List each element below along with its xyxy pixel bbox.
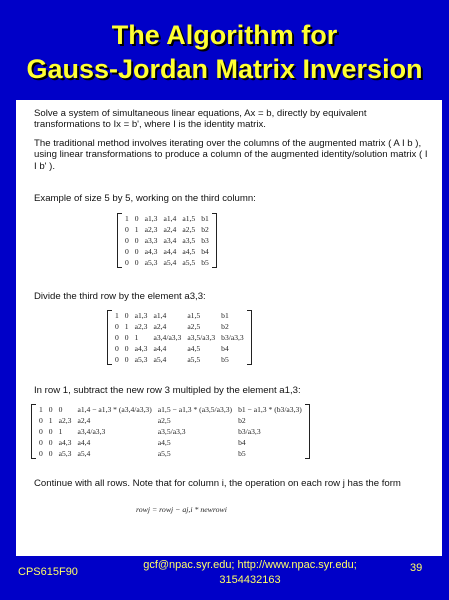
matrix-cell: a5,3 [144, 258, 158, 267]
matrix-cell: 0 [125, 258, 129, 267]
matrix-original [122, 213, 212, 268]
matrix-cell: a1,5 − a1,3 * (a3,5/a3,3) [157, 405, 233, 414]
matrix-cell: b4 [238, 438, 246, 447]
matrix-cell: a2,3 [58, 416, 72, 425]
matrix-cell: b3/a3,3 [238, 427, 261, 436]
matrix-cell: a4,5 [182, 247, 196, 256]
matrix-cell: a2,4 [153, 322, 167, 331]
matrix-cell: b3 [201, 236, 209, 245]
matrix-cell: b5 [201, 258, 209, 267]
matrix-cell: a4,5 [187, 344, 201, 353]
matrix-cell: b2 [221, 322, 229, 331]
matrix-cell: 1 [39, 405, 43, 414]
matrix-cell: 1 [115, 311, 119, 320]
slide-title-line2: Gauss-Jordan Matrix Inversion [26, 54, 423, 84]
matrix-cell: 0 [125, 247, 129, 256]
matrix-cell: a3,4/a3,3 [77, 427, 106, 436]
matrix-cell: a4,4 [153, 344, 167, 353]
matrix-row [122, 257, 212, 268]
matrix-cell: 0 [39, 416, 43, 425]
contact-line1: gcf@npac.syr.edu; http://www.npac.syr.edu; [143, 559, 357, 571]
matrix-cell: 0 [125, 225, 129, 234]
matrix-cell: 0 [125, 236, 129, 245]
matrix-cell: b2 [238, 416, 246, 425]
matrix-cell: a2,3 [144, 225, 158, 234]
matrix-cell: a3,5/a3,3 [157, 427, 186, 436]
matrix-cell: 0 [115, 344, 119, 353]
matrix-row [122, 235, 212, 246]
matrix-cell: a2,3 [134, 322, 148, 331]
slide-title-line1: The Algorithm for [111, 20, 338, 50]
matrix-cell: a1,4 − a1,3 * (a3,4/a3,3) [77, 405, 152, 414]
matrix-row [112, 310, 247, 321]
matrix-cell: a4,5 [157, 438, 171, 447]
matrix-cell: 0 [58, 405, 63, 414]
matrix-cell: a1,3 [144, 214, 158, 223]
matrix-cell: 0 [115, 322, 119, 331]
matrix-cell: a1,4 [153, 311, 167, 320]
matrix-cell: 0 [134, 214, 139, 223]
left-bracket [31, 404, 36, 459]
matrix-cell: b5 [221, 355, 229, 364]
matrix-row [122, 224, 212, 235]
matrix-cell: a2,4 [163, 225, 177, 234]
matrix-row [36, 437, 305, 448]
matrix-cell: 0 [124, 344, 129, 353]
page-number: 39 [410, 562, 423, 574]
matrix-cell: 0 [39, 449, 43, 458]
matrix-cell: a5,5 [187, 355, 201, 364]
matrix-cell: 0 [115, 333, 119, 342]
matrix-cell: a4,3 [134, 344, 148, 353]
matrix-cell: a5,4 [163, 258, 177, 267]
matrix-cell: b4 [221, 344, 229, 353]
matrix-cell: a3,5/a3,3 [187, 333, 216, 342]
matrix-cell: 1 [134, 225, 139, 234]
content-panel [16, 100, 442, 556]
matrix-cell: b3/a3,3 [221, 333, 244, 342]
matrix-divided-table [112, 310, 247, 365]
right-bracket [212, 213, 217, 268]
matrix-row [112, 321, 247, 332]
matrix-row [122, 246, 212, 257]
right-bracket [247, 310, 252, 365]
row-operation-formula: rowj = rowj − aj,i * newrowi [136, 505, 227, 514]
continue-paragraph: Continue with all rows. Note that for column i, the operation on each row j has the form [34, 478, 401, 489]
matrix-row [112, 354, 247, 365]
course-code: CPS615F90 [18, 566, 78, 578]
slide-title [0, 18, 449, 86]
matrix-cell: 0 [48, 405, 53, 414]
right-bracket [305, 404, 310, 459]
example-paragraph: Example of size 5 by 5, working on the third column: [34, 193, 256, 204]
matrix-cell: 0 [48, 438, 53, 447]
matrix-cell: a2,5 [182, 225, 196, 234]
matrix-cell: b4 [201, 247, 209, 256]
matrix-cell: 0 [48, 449, 53, 458]
matrix-cell: a5,3 [58, 449, 72, 458]
intro-paragraph: Solve a system of simultaneous linear equations, Ax = b, directly by equivalent transformations to Ix = b', where I is the identity matrix. [34, 108, 367, 131]
divide-paragraph: Divide the third row by the element a3,3: [34, 291, 206, 302]
matrix-row [36, 426, 305, 437]
matrix-cell: a5,4 [153, 355, 167, 364]
matrix-cell: b1 [201, 214, 209, 223]
matrix-cell: 0 [134, 236, 139, 245]
matrix-cell: 1 [48, 416, 53, 425]
traditional-method-paragraph: The traditional method involves iterating over the columns of the augmented matrix ( A I b ), using linear transformations to produce a column of the augmented identity/solution matrix ( I I b' ). [34, 138, 428, 172]
matrix-row [36, 415, 305, 426]
matrix-cell: a3,5 [182, 236, 196, 245]
matrix-row [36, 404, 305, 415]
matrix-subtracted [36, 404, 305, 459]
matrix-cell: a1,5 [182, 214, 196, 223]
matrix-cell: 0 [115, 355, 119, 364]
matrix-cell: 0 [134, 258, 139, 267]
matrix-cell: a3,4 [163, 236, 177, 245]
matrix-row [36, 448, 305, 459]
matrix-cell: a5,5 [182, 258, 196, 267]
matrix-cell: 1 [125, 214, 129, 223]
matrix-original-table [122, 213, 212, 268]
matrix-cell: 0 [124, 355, 129, 364]
matrix-cell: a1,3 [134, 311, 148, 320]
matrix-row [112, 343, 247, 354]
matrix-cell: b5 [238, 449, 246, 458]
matrix-cell: 1 [58, 427, 63, 436]
matrix-cell: a4,3 [58, 438, 72, 447]
contact-line2: 3154432163 [219, 574, 281, 586]
matrix-cell: a4,4 [77, 438, 91, 447]
matrix-cell: a5,3 [134, 355, 148, 364]
matrix-cell: 0 [48, 427, 53, 436]
matrix-subtracted-table [36, 404, 305, 459]
left-bracket [107, 310, 112, 365]
matrix-cell: a5,4 [77, 449, 91, 458]
matrix-cell: a3,4/a3,3 [153, 333, 182, 342]
contact-info [100, 558, 400, 588]
matrix-cell: a4,3 [144, 247, 158, 256]
matrix-cell: b1 − a1,3 * (b3/a3,3) [238, 405, 302, 414]
matrix-cell: 1 [124, 322, 129, 331]
matrix-cell: 0 [134, 247, 139, 256]
matrix-cell: a4,4 [163, 247, 177, 256]
matrix-cell: 0 [124, 311, 129, 320]
matrix-cell: a3,3 [144, 236, 158, 245]
matrix-cell: b2 [201, 225, 209, 234]
matrix-cell: a2,4 [77, 416, 91, 425]
matrix-cell: 0 [39, 427, 43, 436]
subtract-paragraph: In row 1, subtract the new row 3 multipled by the element a1,3: [34, 385, 301, 396]
matrix-cell: a1,5 [187, 311, 201, 320]
matrix-row [122, 213, 212, 224]
matrix-cell: a2,5 [157, 416, 171, 425]
matrix-cell: 1 [134, 333, 139, 342]
matrix-cell: b1 [221, 311, 229, 320]
matrix-row [112, 332, 247, 343]
matrix-cell: a1,4 [163, 214, 177, 223]
matrix-cell: 0 [39, 438, 43, 447]
matrix-divided [112, 310, 247, 365]
left-bracket [117, 213, 122, 268]
matrix-cell: a2,5 [187, 322, 201, 331]
matrix-cell: a5,5 [157, 449, 171, 458]
matrix-cell: 0 [124, 333, 129, 342]
